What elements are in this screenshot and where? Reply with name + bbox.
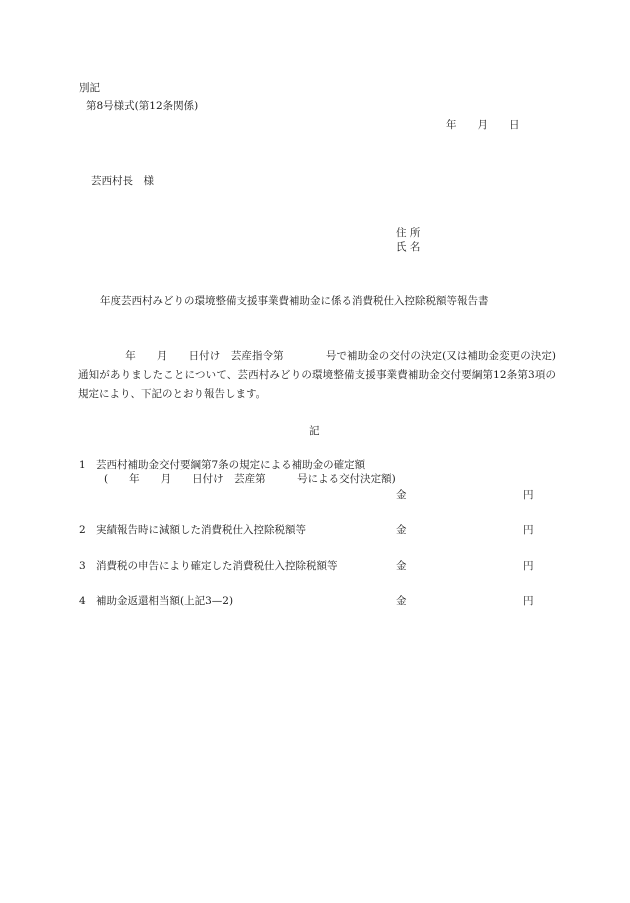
addressee: 芸西村長 様 <box>91 175 154 187</box>
item-number: 4 <box>79 595 86 607</box>
item-label: 芸西村補助金交付要綱第7条の規定による補助金の確定額 <box>96 459 366 471</box>
item-number: 3 <box>79 560 86 572</box>
body-paragraph: 年 月 日付け 芸産指令第 号で補助金の交付の決定(又は補助金変更の決定)通知がありましたことについて、芸西村みどりの環境整備支援事業費補助金交付要綱第12条第3項の規定により、下記のとおり報告します。 <box>78 350 556 400</box>
date-line: 年 月 日 <box>446 119 520 131</box>
currency-suffix: 円 <box>523 524 534 536</box>
currency-suffix: 円 <box>523 595 534 607</box>
currency-prefix: 金 <box>396 560 407 572</box>
item-label: 消費税の申告により確定した消費税仕入控除税額等 <box>96 560 338 572</box>
item-label: 実績報告時に減額した消費税仕入控除税額等 <box>96 524 306 536</box>
address-label: 住 所 <box>396 227 421 239</box>
currency-prefix: 金 <box>396 524 407 536</box>
appendix-label: 別記 <box>79 82 100 94</box>
currency-prefix: 金 <box>396 489 407 501</box>
currency-suffix: 円 <box>523 560 534 572</box>
item-number: 2 <box>79 524 86 536</box>
form-number: 第8号様式(第12条関係) <box>86 100 199 112</box>
currency-suffix: 円 <box>523 489 534 501</box>
item-sub-line: ( 年 月 日付け 芸産第 号による交付決定額) <box>104 473 396 485</box>
name-label: 氏 名 <box>396 241 421 253</box>
item-label: 補助金返還相当額(上記3—2) <box>96 595 234 607</box>
document-title: 年度芸西村みどりの環境整備支援事業費補助金に係る消費税仕入控除税額等報告書 <box>100 295 489 307</box>
currency-prefix: 金 <box>396 595 407 607</box>
item-number: 1 <box>79 459 86 471</box>
ki-heading: 記 <box>309 425 320 437</box>
